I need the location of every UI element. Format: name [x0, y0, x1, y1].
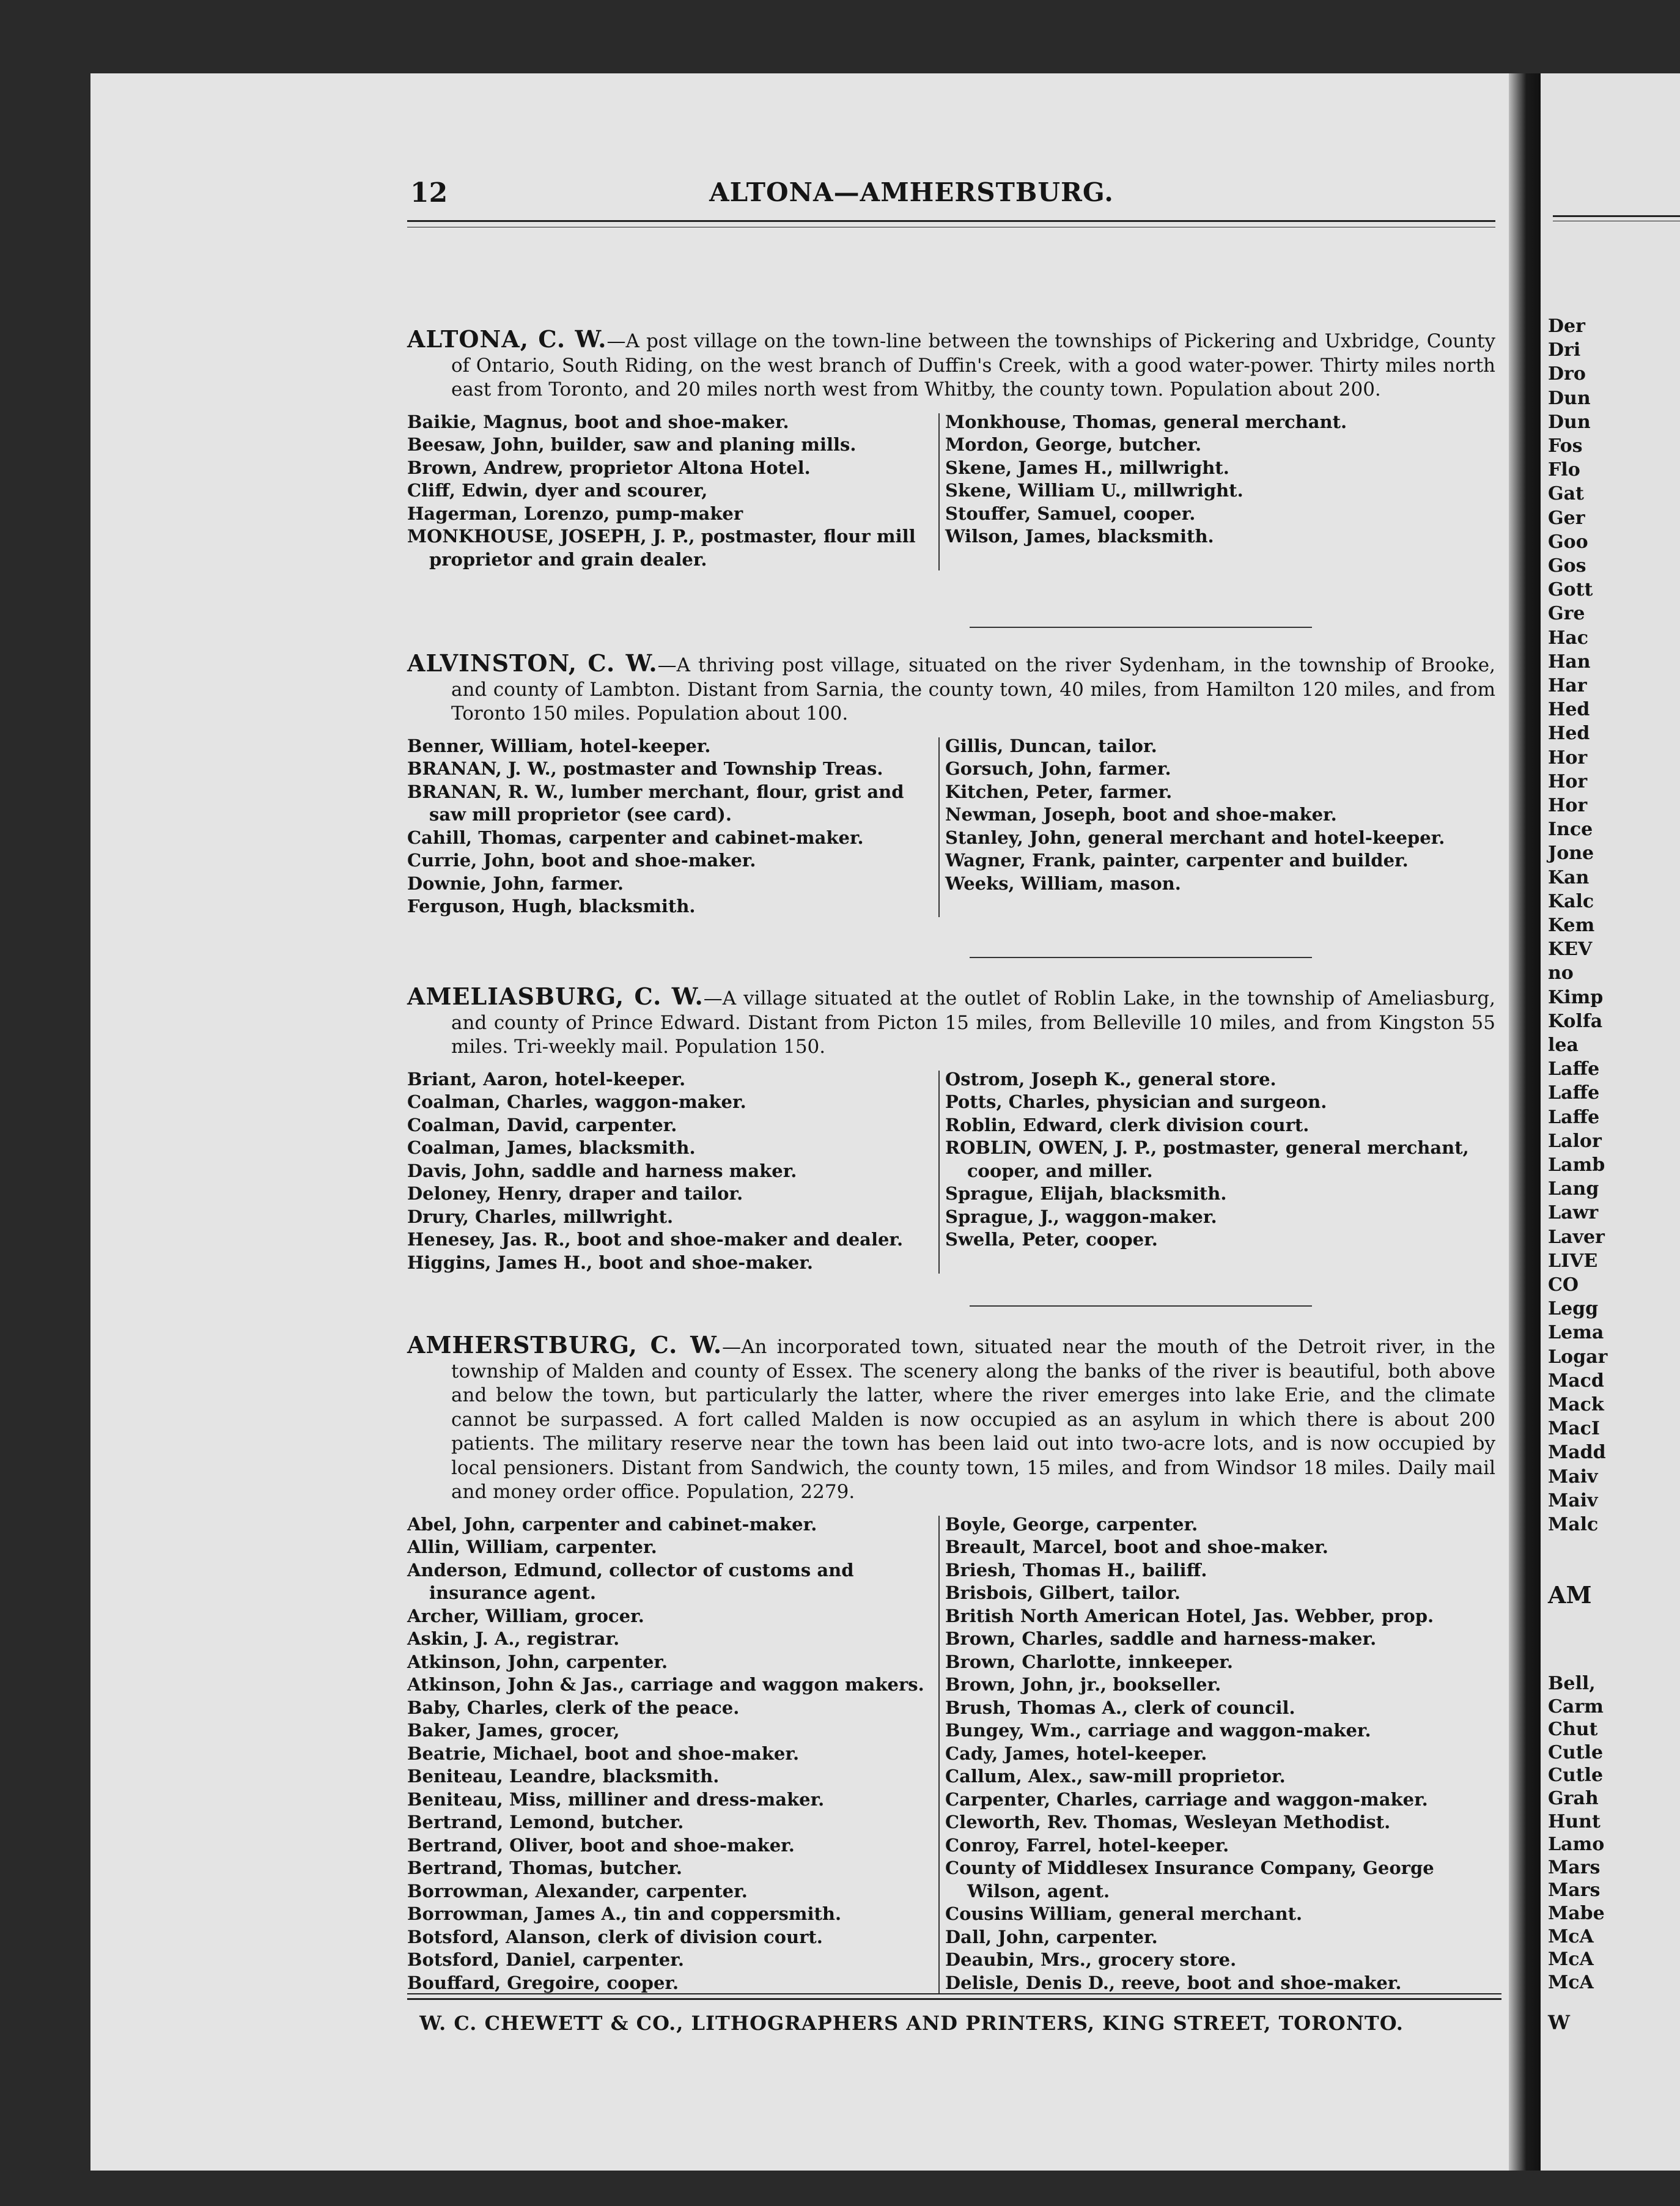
- resident-listing: Archer, William, grocer.: [407, 1605, 644, 1626]
- resident-listing: British North American Hotel, Jas. Webber, prop.: [945, 1605, 1434, 1626]
- resident-listing: Cleworth, Rev. Thomas, Wesleyan Methodist.: [945, 1812, 1391, 1832]
- column-divider: [938, 737, 940, 917]
- resident-listing: Boyle, George, carpenter.: [945, 1513, 1198, 1535]
- facing-page-listing: Lawr: [1548, 1202, 1599, 1224]
- resident-listing: Potts, Charles, physician and surgeon.: [945, 1091, 1327, 1112]
- resident-listing: Henesey, Jas. R., boot and shoe-maker and dealer.: [407, 1229, 904, 1250]
- facing-page-listing: Hor: [1548, 747, 1588, 769]
- resident-listing: Cahill, Thomas, carpenter and cabinet-maker.: [407, 827, 864, 848]
- facing-page-listing: McA: [1548, 1971, 1594, 1993]
- facing-page-listing: Hed: [1548, 699, 1590, 721]
- place-name: ALTONA, C. W.: [407, 325, 607, 353]
- section-separator: [970, 1305, 1312, 1307]
- facing-page-listing: Mack: [1548, 1394, 1604, 1415]
- facing-page-listing: Legg: [1548, 1298, 1599, 1320]
- facing-page-listing: Dri: [1548, 339, 1581, 361]
- column-divider: [938, 1516, 940, 1994]
- resident-listing: Abel, John, carpenter and cabinet-maker.: [407, 1513, 817, 1535]
- place-description: [407, 1333, 1495, 1505]
- facing-page-listing: Mars: [1548, 1880, 1601, 1902]
- resident-listing: Beatrie, Michael, boot and shoe-maker.: [407, 1743, 800, 1764]
- resident-listing: Skene, James H., millwright.: [945, 457, 1229, 478]
- resident-listing: Currie, John, boot and shoe-maker.: [407, 850, 756, 871]
- facing-page-listing: Ince: [1548, 819, 1593, 841]
- resident-listing: Anderson, Edmund, collector of customs and insurance agent.: [407, 1559, 854, 1603]
- resident-listing: Coalman, David, carpenter.: [407, 1114, 677, 1135]
- resident-columns: [407, 1068, 1495, 1275]
- facing-page-listing: Hunt: [1548, 1810, 1601, 1832]
- facing-page-listing: Dro: [1548, 363, 1586, 385]
- place-text: —A thriving post village, situated on the river Sydenham, in the township of Brooke, and county of Lambton. Distant from Sarnia, the county town, 40 miles, from Hamilton 120 miles, and from Toronto 150 miles. Population about 100.: [451, 654, 1496, 725]
- resident-listing: Coalman, James, blacksmith.: [407, 1137, 696, 1158]
- resident-listing: Bertrand, Thomas, butcher.: [407, 1857, 682, 1878]
- resident-listing: Atkinson, John & Jas., carriage and waggon makers.: [407, 1674, 924, 1695]
- facing-page-listing: LIVE: [1548, 1250, 1598, 1272]
- resident-listing: Callum, Alex., saw-mill proprietor.: [945, 1766, 1286, 1787]
- resident-listing: Bouffard, Gregoire, cooper.: [407, 1972, 679, 1993]
- place-text: —A post village on the town-line between the townships of Pickering and Uxbridge, County of Ontario, South Riding, on the west branch of Duffin's Creek, with a good water-power. Thirty miles north east from Toronto, and 20 miles north west from Whitby, the county town. Population about 200.: [451, 330, 1496, 400]
- section-separator: [970, 627, 1312, 628]
- facing-page-listing: Ger: [1548, 507, 1585, 529]
- facing-page-listing: CO: [1548, 1274, 1579, 1296]
- resident-listing: Bungey, Wm., carriage and waggon-maker.: [945, 1720, 1371, 1741]
- facing-page-listing: Lema: [1548, 1322, 1604, 1344]
- place-text: —A village situated at the outlet of Roblin Lake, in the township of Ameliasburg, and county of Prince Edward. Distant from Picton 15 miles, from Belleville 10 miles, and from Kingston 55 miles. Tri-weekly mail. Population 150.: [451, 987, 1495, 1058]
- resident-listing: Cliff, Edwin, dyer and scourer,: [407, 480, 708, 501]
- facing-page-listing: Dun: [1548, 411, 1591, 433]
- resident-listing: Stanley, John, general merchant and hotel-keeper.: [945, 827, 1445, 848]
- resident-listing: Gillis, Duncan, tailor.: [945, 735, 1157, 756]
- resident-listing: Carpenter, Charles, carriage and waggon-maker.: [945, 1788, 1428, 1810]
- facing-page-listing: Kalc: [1548, 890, 1594, 912]
- resident-listing: Dall, John, carpenter.: [945, 1926, 1158, 1947]
- facing-page-listing: Mars: [1548, 1856, 1601, 1878]
- resident-columns: [407, 1513, 1495, 1995]
- resident-listing: BRANAN, J. W., postmaster and Township Treas.: [407, 758, 883, 779]
- facing-page-listing: Grah: [1548, 1788, 1599, 1809]
- resident-listing: Briant, Aaron, hotel-keeper.: [407, 1068, 686, 1090]
- facing-page-listing: Kan: [1548, 866, 1590, 888]
- place-entry: [407, 984, 1495, 1275]
- resident-listing: Sprague, Elijah, blacksmith.: [945, 1183, 1227, 1204]
- resident-listing: Allin, William, carpenter.: [407, 1536, 657, 1557]
- facing-page-listing: Gott: [1548, 579, 1593, 601]
- facing-page-listing: Madd: [1548, 1442, 1606, 1464]
- resident-listing: Wagner, Frank, painter, carpenter and builder.: [945, 850, 1409, 871]
- resident-listing: Briesh, Thomas H., bailiff.: [945, 1559, 1207, 1581]
- resident-listing: Hagerman, Lorenzo, pump-maker: [407, 503, 743, 524]
- resident-listing: Baker, James, grocer,: [407, 1720, 620, 1741]
- place-name: AMELIASBURG, C. W.: [407, 983, 704, 1010]
- resident-listing: Brown, Charles, saddle and harness-maker.: [945, 1628, 1377, 1649]
- resident-listing: Swella, Peter, cooper.: [945, 1229, 1158, 1250]
- resident-listing: Stouffer, Samuel, cooper.: [945, 503, 1196, 524]
- resident-listing: Beniteau, Miss, milliner and dress-maker.: [407, 1788, 825, 1810]
- facing-page-listing: Malc: [1548, 1514, 1599, 1535]
- resident-column-left: [407, 1068, 933, 1275]
- resident-listing: Conroy, Farrel, hotel-keeper.: [945, 1834, 1229, 1856]
- resident-listing: Deloney, Henry, draper and tailor.: [407, 1183, 743, 1204]
- facing-page-listing: Bell,: [1548, 1673, 1596, 1694]
- resident-listing: Downie, John, farmer.: [407, 872, 624, 894]
- resident-listing: Cousins William, general merchant.: [945, 1903, 1303, 1924]
- running-title: ALTONA—AMHERSTBURG.: [709, 177, 1114, 207]
- facing-page-listing: Gos: [1548, 555, 1586, 577]
- resident-listing: Botsford, Alanson, clerk of division court.: [407, 1926, 823, 1947]
- resident-listing: Ostrom, Joseph K., general store.: [945, 1068, 1277, 1090]
- resident-listing: Atkinson, John, carpenter.: [407, 1651, 668, 1672]
- facing-page-listing: Maiv: [1548, 1466, 1598, 1488]
- facing-page-listing: Lang: [1548, 1178, 1599, 1200]
- facing-page-listing: Laffe: [1548, 1106, 1600, 1128]
- resident-listing: Skene, William U., millwright.: [945, 480, 1243, 501]
- resident-listing: Askin, J. A., registrar.: [407, 1628, 620, 1649]
- resident-listing: Sprague, J., waggon-maker.: [945, 1206, 1217, 1227]
- resident-listing: Gorsuch, John, farmer.: [945, 758, 1171, 779]
- resident-listing: Ferguson, Hugh, blacksmith.: [407, 896, 696, 917]
- facing-page-listing: Lalor: [1548, 1130, 1602, 1152]
- resident-listing: Brown, Charlotte, innkeeper.: [945, 1651, 1234, 1672]
- facing-page-listing: Macd: [1548, 1370, 1604, 1392]
- header-double-rule: [407, 220, 1495, 227]
- facing-page-listing: Laver: [1548, 1226, 1605, 1248]
- running-head: [322, 177, 1501, 214]
- facing-page-listing: Jone: [1548, 843, 1594, 865]
- resident-listing: Newman, Joseph, boot and shoe-maker.: [945, 804, 1337, 825]
- place-name: ALVINSTON, C. W.: [407, 649, 658, 677]
- resident-listing: Beniteau, Leandre, blacksmith.: [407, 1766, 720, 1787]
- resident-column-right: [945, 411, 1495, 548]
- facing-page-listing: Kem: [1548, 915, 1595, 936]
- facing-page-listing: Maiv: [1548, 1489, 1598, 1511]
- resident-listing: BRANAN, R. W., lumber merchant, flour, grist and saw mill proprietor (see card).: [407, 781, 904, 825]
- resident-listing: Delisle, Denis D., reeve, boot and shoe-maker.: [945, 1972, 1402, 1993]
- column-divider: [938, 413, 940, 570]
- facing-page-listing: Dun: [1548, 387, 1591, 409]
- book-gutter: [1509, 73, 1541, 2171]
- facing-page-listing: MacI: [1548, 1418, 1600, 1440]
- resident-listing: Benner, William, hotel-keeper.: [407, 735, 711, 756]
- resident-column-left: [407, 1513, 933, 1995]
- place-description: [407, 984, 1495, 1060]
- facing-page-listing: lea: [1548, 1035, 1579, 1056]
- column-divider: [938, 1071, 940, 1274]
- resident-listing: Borrowman, James A., tin and coppersmith.: [407, 1903, 842, 1924]
- facing-page-listing: Hor: [1548, 795, 1588, 816]
- resident-listing: Beesaw, John, builder, saw and planing mills.: [407, 434, 857, 455]
- resident-column-left: [407, 735, 933, 918]
- facing-page-listing: Der: [1548, 315, 1585, 337]
- facing-page-footer: W: [1548, 2011, 1570, 2034]
- facing-page-listing: Mabe: [1548, 1903, 1605, 1924]
- resident-listing: ROBLIN, OWEN, J. P., postmaster, general merchant, cooper, and miller.: [945, 1137, 1469, 1181]
- facing-page-listing: no: [1548, 962, 1574, 984]
- resident-listing: Brown, Andrew, proprietor Altona Hotel.: [407, 457, 811, 478]
- facing-page-listing: Gre: [1548, 603, 1585, 625]
- facing-page-listing: Chut: [1548, 1719, 1598, 1741]
- facing-page-listing: McA: [1548, 1925, 1594, 1947]
- facing-page-heading: AM: [1548, 1581, 1592, 1609]
- facing-page-listing: Kolfa: [1548, 1010, 1603, 1032]
- facing-page-listing: Fos: [1548, 435, 1583, 457]
- facing-page-listing: Flo: [1548, 459, 1580, 481]
- resident-listing: Higgins, James H., boot and shoe-maker.: [407, 1252, 814, 1273]
- resident-listing: Mordon, George, butcher.: [945, 434, 1202, 455]
- resident-listing: Coalman, Charles, waggon-maker.: [407, 1091, 746, 1112]
- resident-listing: Cady, James, hotel-keeper.: [945, 1743, 1207, 1764]
- place-entry: [407, 651, 1495, 918]
- resident-listing: MONKHOUSE, JOSEPH, J. P., postmaster, flour mill proprietor and grain dealer.: [407, 526, 916, 570]
- resident-column-right: [945, 1068, 1495, 1252]
- facing-page-listing: Lamo: [1548, 1834, 1605, 1856]
- resident-listing: Botsford, Daniel, carpenter.: [407, 1949, 684, 1970]
- facing-page-listing: Hac: [1548, 627, 1589, 649]
- printer-imprint: W. C. CHEWETT & CO., LITHOGRAPHERS AND PRINTERS, KING STREET, TORONTO.: [419, 2012, 1404, 2035]
- resident-listing: Kitchen, Peter, farmer.: [945, 781, 1173, 802]
- facing-page-listing: Carm: [1548, 1695, 1604, 1717]
- facing-header-rule: [1553, 215, 1680, 221]
- facing-page-listing: Lamb: [1548, 1154, 1605, 1176]
- facing-page-listing: Hed: [1548, 723, 1590, 745]
- resident-listing: Borrowman, Alexander, carpenter.: [407, 1880, 748, 1902]
- resident-columns: [407, 735, 1495, 918]
- facing-page-listing: Cutle: [1548, 1741, 1604, 1763]
- resident-listing: Drury, Charles, millwright.: [407, 1206, 674, 1227]
- resident-listing: Breault, Marcel, boot and shoe-maker.: [945, 1536, 1328, 1557]
- place-description: [407, 327, 1495, 402]
- place-entry: [407, 327, 1495, 572]
- facing-page-listing: Cutle: [1548, 1765, 1604, 1787]
- resident-listing: Brush, Thomas A., clerk of council.: [945, 1697, 1295, 1718]
- facing-page-listing: KEV: [1548, 939, 1593, 961]
- resident-listing: Bertrand, Oliver, boot and shoe-maker.: [407, 1834, 795, 1856]
- resident-listing: Weeks, William, mason.: [945, 872, 1181, 894]
- resident-listing: Brown, John, jr., bookseller.: [945, 1674, 1221, 1695]
- resident-listing: Davis, John, saddle and harness maker.: [407, 1160, 797, 1181]
- facing-page-listing: Goo: [1548, 531, 1588, 553]
- resident-column-right: [945, 735, 1495, 896]
- facing-page-listing: Han: [1548, 651, 1591, 673]
- resident-listing: Wilson, James, blacksmith.: [945, 526, 1214, 547]
- place-entry: [407, 1333, 1495, 1995]
- resident-listing: Bertrand, Lemond, butcher.: [407, 1812, 684, 1832]
- facing-page-listing: Laffe: [1548, 1058, 1600, 1080]
- resident-listing: Monkhouse, Thomas, general merchant.: [945, 411, 1347, 432]
- resident-listing: Baby, Charles, clerk of the peace.: [407, 1697, 740, 1718]
- section-separator: [970, 957, 1312, 958]
- facing-page-listing: Har: [1548, 675, 1587, 696]
- place-text: —An incorporated town, situated near the mouth of the Detroit river, in the township of Malden and county of Essex. The scenery along the banks of the river is beautiful, both above and below the town, but particularly the latter, where the river emerges into lake Erie, and the climate cannot be surpassed. A fort called Malden is now occupied as an asylum in which there is about 200 patients. The military reserve near the town has been laid out into two-acre lots, and is now occupied by local pensioners. Distant from Sandwich, the county town, 15 miles, and from Windsor 18 miles. Daily mail and money order office. Population, 2279.: [451, 1336, 1495, 1503]
- footer-double-rule: [407, 1993, 1501, 2000]
- facing-page-listing: McA: [1548, 1949, 1594, 1971]
- place-description: [407, 651, 1495, 726]
- resident-listing: County of Middlesex Insurance Company, George Wilson, agent.: [945, 1857, 1434, 1902]
- resident-column-left: [407, 411, 933, 572]
- resident-listing: Roblin, Edward, clerk division court.: [945, 1114, 1310, 1135]
- facing-page-fragment: [1541, 73, 1680, 2171]
- page-number: 12: [410, 177, 448, 208]
- facing-page-listing: Laffe: [1548, 1082, 1600, 1104]
- facing-page-listing: Gat: [1548, 483, 1584, 505]
- resident-listing: Brisbois, Gilbert, tailor.: [945, 1582, 1181, 1603]
- place-name: AMHERSTBURG, C. W.: [407, 1331, 723, 1359]
- resident-listing: Baikie, Magnus, boot and shoe-maker.: [407, 411, 789, 432]
- left-page: [90, 73, 1509, 2171]
- resident-column-right: [945, 1513, 1495, 1995]
- resident-columns: [407, 411, 1495, 572]
- resident-listing: Deaubin, Mrs., grocery store.: [945, 1949, 1237, 1970]
- facing-page-listing: Logar: [1548, 1346, 1608, 1368]
- facing-page-listing: Kimp: [1548, 986, 1604, 1008]
- facing-page-listing: Hor: [1548, 770, 1588, 792]
